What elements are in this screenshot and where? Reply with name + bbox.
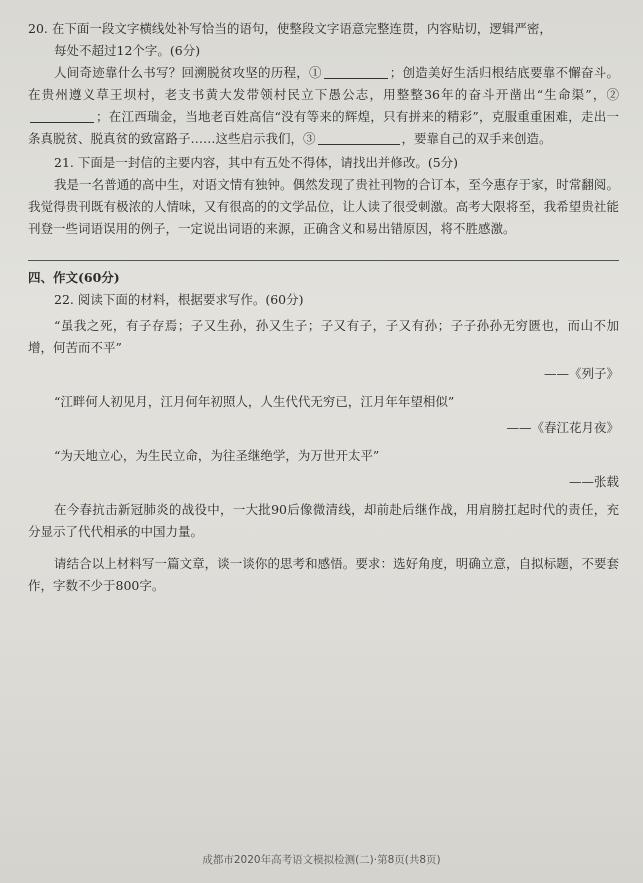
- q20-seg3: ；在江西瑞金，当地老百姓高信“没有等来的辉煌，只有拼来的精彩”，克服重重困难，走出一条真脱贫、脱真贫的致富路子……这些启示我们，③: [28, 109, 619, 146]
- q20-blank-3[interactable]: [318, 131, 400, 145]
- page-footer: 成都市2020年高考语文模拟检测(二)·第8页(共8页): [202, 854, 441, 866]
- q22-quote-2: “江畔何人初见月，江月何年初照人，人生代代无穷已，江月年年望相似”: [54, 394, 455, 409]
- q20-prompt: 在下面一段文字横线处补写恰当的语句，使整段文字语意完整连贯，内容贴切，逻辑严密，: [51, 21, 552, 36]
- section-four-title: 四、作文(60分): [28, 270, 120, 285]
- q22-source-1: ——《列子》: [543, 366, 619, 381]
- q22-context: 在今春抗击新冠肺炎的战役中，一大批90后像微清线，却前赴后继作战，用肩膀扛起时代的责任，充分显示了代代相承的中国力量。: [28, 502, 619, 539]
- q20-seg2: ；创造美好生活归根结底要靠不懈奋斗。在贵州遵义草王坝村，老支书黄大发带领村民立下愚公志，用整整36年的奋斗开凿出“生命渠”，②: [28, 65, 619, 102]
- q20-blank-1[interactable]: [324, 65, 388, 79]
- q21-prompt: 21. 下面是一封信的主要内容，其中有五处不得体，请找出并修改。(5分): [54, 155, 459, 170]
- q22-prompt: 22. 阅读下面的材料，根据要求写作。(60分): [54, 292, 304, 307]
- q20-passage: [28, 62, 619, 150]
- q20-number: 20.: [28, 21, 48, 36]
- q22-task: 请结合以上材料写一篇文章，谈一谈你的思考和感悟。要求：选好角度，明确立意，自拟标题，不要套作，字数不少于800字。: [28, 556, 619, 593]
- q20-heading: [28, 18, 619, 40]
- q21-answer-line[interactable]: [28, 244, 619, 261]
- q21-letter: 我是一名普通的高中生，对语文情有独钟。偶然发现了贵社刊物的合订本，至今惠存于家，时常翻阅。我觉得贵刊既有极浓的人情味，又有很高的的文学品位，让人读了很受刺激。高考大限将至，我希望贵社能刊登一些词语误用的例子，一定说出词语的来源，正确含义和易出错原因，将不胜感激。: [28, 177, 619, 236]
- q20-blank-2[interactable]: [30, 109, 94, 123]
- q20-seg1: 人间奇迹靠什么书写？回溯脱贫攻坚的历程，①: [54, 65, 322, 80]
- q20-seg4: ，要靠自己的双手来创造。: [401, 131, 552, 146]
- q22-quote-3: “为天地立心，为生民立命，为往圣继绝学，为万世开太平”: [54, 448, 380, 463]
- q22-source-3: ——张载: [568, 474, 619, 489]
- q22-source-2: ——《春江花月夜》: [506, 420, 619, 435]
- q22-quote-1: “虽我之死，有子存焉；子又生孙，孙又生子；子又有子，子又有孙；子子孙孙无穷匮也，而山不加增，何苦而不平”: [28, 318, 619, 355]
- q20-prompt-line2: 每处不超过12个字。(6分): [54, 43, 201, 58]
